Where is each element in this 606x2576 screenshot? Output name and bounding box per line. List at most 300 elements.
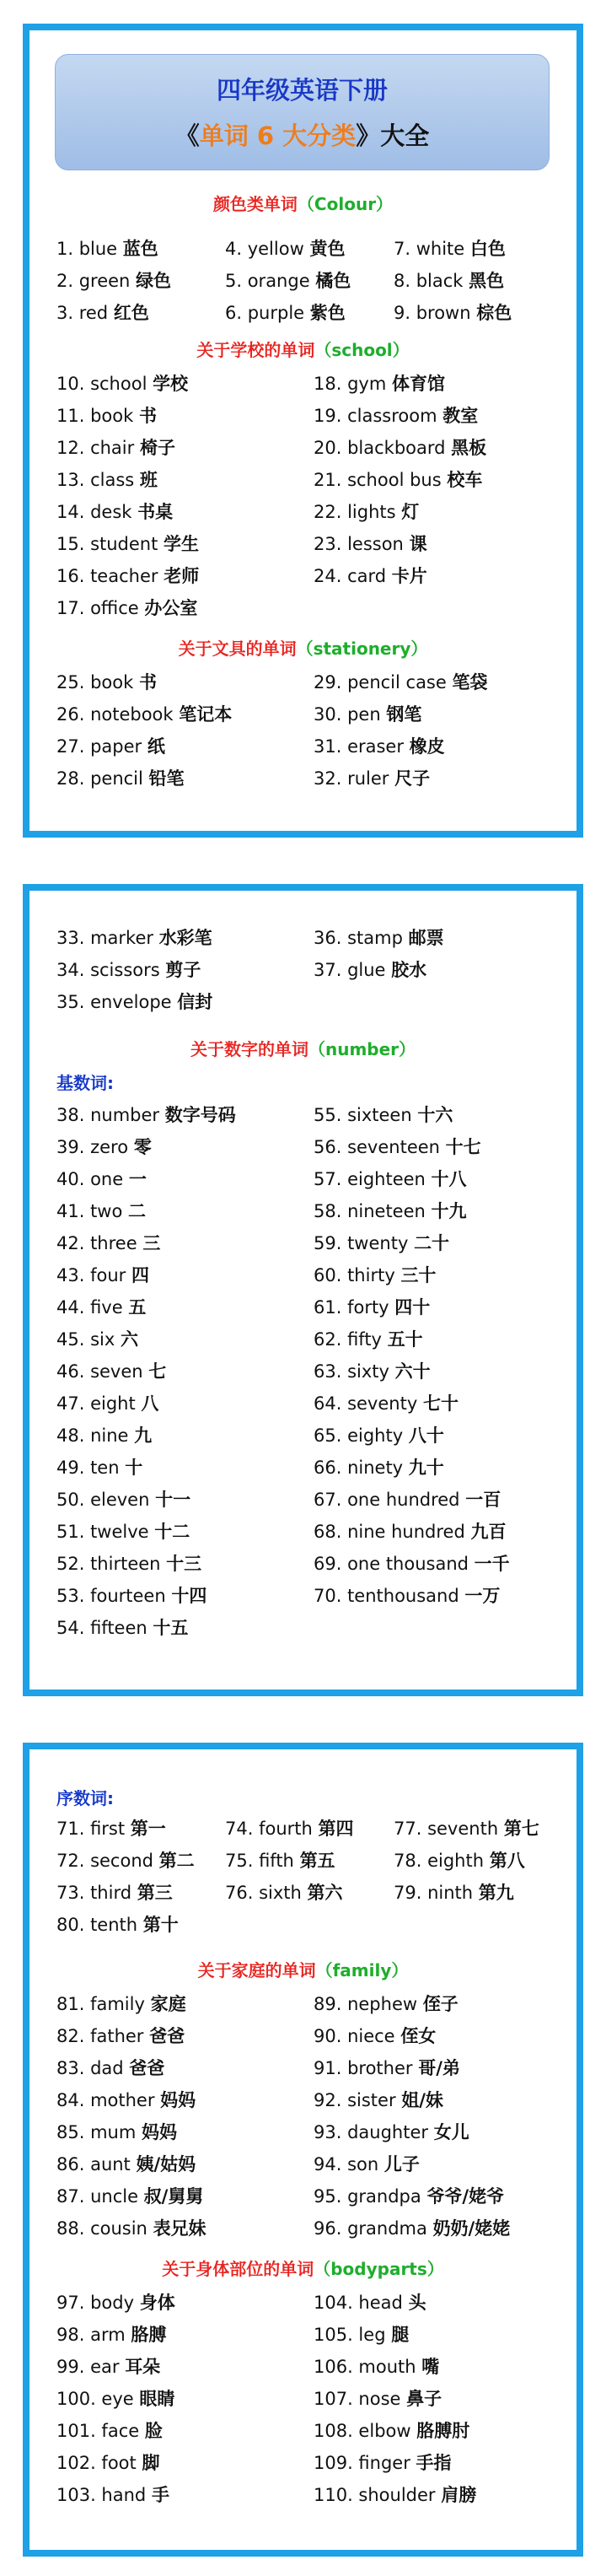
word-item <box>314 1134 481 1159</box>
word-chinese: 卡片 <box>391 566 427 586</box>
word-item <box>56 498 173 524</box>
word-english: 79. ninth <box>394 1883 474 1903</box>
word-chinese: 爸爸 <box>129 2058 165 2078</box>
word-item <box>56 1198 146 1223</box>
word-chinese: 七 <box>148 1361 167 1382</box>
section-colour <box>29 191 577 215</box>
word-item <box>314 2482 476 2507</box>
section-stationery-en: （stationery） <box>296 639 428 659</box>
word-item <box>394 1879 514 1905</box>
word-english: 41. two <box>56 1201 123 1221</box>
page-2 <box>23 884 583 1696</box>
word-chinese: 橘色 <box>315 271 351 291</box>
word-english: 67. one hundred <box>314 1490 460 1510</box>
word-item <box>314 1582 500 1608</box>
word-item <box>56 2449 159 2475</box>
word-chinese: 红色 <box>113 303 149 323</box>
word-english: 8. black <box>394 271 464 291</box>
word-chinese: 二十 <box>414 1233 450 1253</box>
word-item <box>314 1454 444 1479</box>
word-english: 25. book <box>56 672 134 693</box>
word-item <box>56 1326 138 1351</box>
word-item <box>314 2119 469 2144</box>
word-chinese: 肩膀 <box>441 2485 477 2505</box>
word-item <box>314 1358 431 1383</box>
word-chinese: 脚 <box>142 2453 160 2473</box>
page-3 <box>23 1743 583 2557</box>
word-item <box>56 563 199 588</box>
word-english: 26. notebook <box>56 704 174 725</box>
word-item <box>314 1198 467 1223</box>
word-chinese: 学生 <box>164 534 200 554</box>
section-family <box>29 1957 577 1981</box>
word-chinese: 十九 <box>431 1201 467 1221</box>
word-chinese: 一万 <box>464 1586 501 1606</box>
word-english: 14. desk <box>56 502 132 522</box>
word-english: 65. eighty <box>314 1425 404 1446</box>
word-item <box>56 1294 146 1319</box>
word-chinese: 教室 <box>442 406 479 426</box>
word-chinese: 叔/舅舅 <box>143 2186 204 2207</box>
word-english: 105. leg <box>314 2325 386 2345</box>
word-chinese: 三十 <box>400 1265 437 1285</box>
word-english: 60. thirty <box>314 1265 395 1285</box>
word-item <box>56 701 232 726</box>
word-chinese: 九 <box>134 1425 153 1446</box>
word-item <box>314 1102 453 1127</box>
word-chinese: 学校 <box>153 374 189 394</box>
word-chinese: 体育馆 <box>391 374 445 394</box>
word-english: 4. yellow <box>225 239 304 259</box>
word-item <box>56 1486 190 1512</box>
word-item <box>56 2023 185 2048</box>
word-chinese: 班 <box>139 470 158 490</box>
word-chinese: 黑色 <box>469 271 505 291</box>
word-english: 106. mouth <box>314 2357 416 2377</box>
section-stationery <box>29 635 577 660</box>
word-chinese: 腿 <box>391 2325 410 2345</box>
word-chinese: 胳膊肘 <box>416 2421 470 2441</box>
word-chinese: 书 <box>138 672 157 693</box>
word-english: 96. grandma <box>314 2218 427 2239</box>
word-english: 71. first <box>56 1819 126 1839</box>
word-english: 78. eighth <box>394 1851 485 1871</box>
section-family-en: （family） <box>315 1960 409 1981</box>
word-item <box>314 2353 439 2379</box>
word-english: 7. white <box>394 239 465 259</box>
word-english: 104. head <box>314 2293 403 2313</box>
word-chinese: 八十 <box>408 1425 444 1446</box>
word-english: 15. student <box>56 534 158 554</box>
word-item <box>56 2321 166 2347</box>
word-english: 39. zero <box>56 1137 129 1157</box>
word-item <box>56 1454 142 1479</box>
word-item <box>314 466 482 492</box>
word-english: 87. uncle <box>56 2186 138 2207</box>
section-school <box>29 337 577 361</box>
word-item <box>56 2385 174 2411</box>
word-chinese: 纸 <box>147 736 165 757</box>
word-chinese: 胶水 <box>391 960 427 980</box>
word-english: 40. one <box>56 1169 124 1189</box>
word-english: 98. arm <box>56 2325 126 2345</box>
word-english: 81. family <box>56 1994 145 2014</box>
word-english: 72. second <box>56 1851 153 1871</box>
word-item <box>56 1358 166 1383</box>
word-item <box>56 2151 196 2176</box>
word-chinese: 十一 <box>155 1490 191 1510</box>
word-chinese: 邮票 <box>408 928 444 948</box>
word-item <box>314 370 445 396</box>
word-english: 51. twelve <box>56 1522 149 1542</box>
word-english: 18. gym <box>314 374 387 394</box>
word-english: 108. elbow <box>314 2421 411 2441</box>
word-english: 10. school <box>56 374 147 394</box>
word-chinese: 四十 <box>394 1297 431 1318</box>
word-english: 23. lesson <box>314 534 404 554</box>
word-english: 92. sister <box>314 2090 396 2110</box>
word-chinese: 绿色 <box>136 271 172 291</box>
word-chinese: 钢笔 <box>386 704 422 725</box>
word-item <box>56 1879 173 1905</box>
word-item <box>56 2353 160 2379</box>
title-highlight: 单词 6 大分类 <box>199 121 357 150</box>
word-chinese: 表兄妹 <box>153 2218 206 2239</box>
word-chinese: 十四 <box>171 1586 207 1606</box>
word-chinese: 六十 <box>394 1361 431 1382</box>
word-item <box>225 267 351 293</box>
word-item <box>56 2289 175 2315</box>
word-chinese: 脸 <box>144 2421 163 2441</box>
word-english: 109. finger <box>314 2453 410 2473</box>
word-chinese: 蓝色 <box>122 239 158 259</box>
word-item <box>225 1815 354 1840</box>
word-english: 97. body <box>56 2293 135 2313</box>
word-item <box>314 2385 442 2411</box>
word-english: 11. book <box>56 406 134 426</box>
word-chinese: 尺子 <box>394 768 431 789</box>
word-chinese: 第七 <box>503 1819 539 1839</box>
word-item <box>56 2183 203 2208</box>
word-english: 42. three <box>56 1233 137 1253</box>
word-english: 64. seventy <box>314 1393 418 1414</box>
word-english: 56. seventeen <box>314 1137 440 1157</box>
word-english: 89. nephew <box>314 1994 418 2014</box>
word-item <box>56 2055 164 2080</box>
word-chinese: 白色 <box>469 239 506 259</box>
word-item <box>56 1847 195 1873</box>
word-english: 31. eraser <box>314 736 404 757</box>
word-item <box>56 370 188 396</box>
word-chinese: 身体 <box>139 2293 175 2313</box>
word-english: 73. third <box>56 1883 132 1903</box>
word-chinese: 水彩笔 <box>158 928 212 948</box>
word-chinese: 十二 <box>154 1522 190 1542</box>
word-item <box>314 2417 469 2443</box>
word-chinese: 铅笔 <box>148 768 185 789</box>
word-chinese: 第六 <box>307 1883 343 1903</box>
word-item <box>314 2183 504 2208</box>
word-chinese: 橡皮 <box>409 736 445 757</box>
word-item <box>314 1550 510 1576</box>
section-school-en: （school） <box>314 340 410 360</box>
word-english: 90. niece <box>314 2026 395 2046</box>
word-item <box>56 669 157 694</box>
word-chinese: 姨/姑妈 <box>136 2154 196 2175</box>
word-item <box>56 1991 186 2016</box>
word-chinese: 老师 <box>164 566 200 586</box>
word-english: 63. sixty <box>314 1361 389 1382</box>
word-chinese: 第四 <box>318 1819 354 1839</box>
word-english: 99. ear <box>56 2357 120 2377</box>
word-english: 21. school bus <box>314 470 442 490</box>
word-item <box>314 2321 409 2347</box>
word-chinese: 鼻子 <box>406 2389 442 2409</box>
word-item <box>314 531 427 556</box>
word-item <box>314 1390 459 1415</box>
word-chinese: 灯 <box>401 502 420 522</box>
word-chinese: 黄色 <box>309 239 346 259</box>
title-open: 《 <box>174 121 200 150</box>
word-english: 2. green <box>56 271 131 291</box>
word-english: 35. envelope <box>56 992 172 1012</box>
word-item <box>314 1262 436 1287</box>
word-chinese: 九百 <box>470 1522 507 1542</box>
word-english: 93. daughter <box>314 2122 429 2142</box>
word-item <box>56 733 165 758</box>
word-english: 61. forty <box>314 1297 389 1318</box>
word-chinese: 手 <box>151 2485 169 2505</box>
word-english: 70. tenthousand <box>314 1586 459 1606</box>
section-school-cn: 关于学校的单词 <box>196 340 315 360</box>
word-english: 53. fourteen <box>56 1586 166 1606</box>
section-number <box>29 1036 577 1060</box>
section-family-cn: 关于家庭的单词 <box>197 1960 316 1981</box>
word-english: 22. lights <box>314 502 396 522</box>
word-chinese: 奶奶/姥姥 <box>432 2218 511 2239</box>
word-item <box>56 2119 177 2144</box>
word-chinese: 哥/弟 <box>418 2058 460 2078</box>
word-chinese: 嘴 <box>421 2357 440 2377</box>
word-item <box>56 1582 206 1608</box>
word-chinese: 手指 <box>416 2453 452 2473</box>
word-item <box>314 924 444 950</box>
word-english: 55. sixteen <box>314 1105 412 1125</box>
section-number-en: （number） <box>308 1039 416 1059</box>
word-item <box>56 2087 196 2112</box>
word-chinese: 剪子 <box>165 960 201 980</box>
word-item <box>56 1166 147 1191</box>
word-item <box>56 1390 158 1415</box>
word-english: 57. eighteen <box>314 1169 426 1189</box>
word-item <box>56 595 197 620</box>
word-english: 77. seventh <box>394 1819 499 1839</box>
word-chinese: 书桌 <box>137 502 174 522</box>
word-english: 84. mother <box>56 2090 155 2110</box>
word-item <box>314 2087 443 2112</box>
word-english: 82. father <box>56 2026 144 2046</box>
word-chinese: 一百 <box>465 1490 501 1510</box>
section-bodyparts-cn: 关于身体部位的单词 <box>162 2259 314 2279</box>
word-english: 49. ten <box>56 1458 120 1478</box>
word-chinese: 信封 <box>177 992 213 1012</box>
word-item <box>394 235 506 261</box>
word-english: 32. ruler <box>314 768 389 789</box>
word-chinese: 第二 <box>158 1851 195 1871</box>
word-item <box>314 701 421 726</box>
word-item <box>56 299 149 325</box>
word-item <box>56 1614 188 1640</box>
word-english: 86. aunt <box>56 2154 131 2175</box>
word-item <box>314 765 430 790</box>
word-english: 33. marker <box>56 928 153 948</box>
word-chinese: 课 <box>409 534 427 554</box>
word-item <box>314 733 445 758</box>
word-item <box>56 1102 236 1127</box>
word-english: 38. number <box>56 1105 160 1125</box>
section-bodyparts <box>29 2255 577 2280</box>
word-english: 88. cousin <box>56 2218 147 2239</box>
word-chinese: 办公室 <box>144 598 198 618</box>
word-english: 94. son <box>314 2154 379 2175</box>
word-item <box>56 2215 206 2240</box>
word-chinese: 家庭 <box>150 1994 186 2014</box>
word-english: 29. pencil case <box>314 672 447 693</box>
word-english: 101. face <box>56 2421 140 2441</box>
word-english: 80. tenth <box>56 1915 138 1935</box>
word-chinese: 眼睛 <box>139 2389 175 2409</box>
word-chinese: 第三 <box>137 1883 173 1903</box>
word-english: 68. nine hundred <box>314 1522 465 1542</box>
word-english: 16. teacher <box>56 566 158 586</box>
word-item <box>56 2482 169 2507</box>
word-item <box>56 924 212 950</box>
word-english: 36. stamp <box>314 928 403 948</box>
word-chinese: 书 <box>138 406 157 426</box>
word-item <box>225 1847 335 1873</box>
word-english: 107. nose <box>314 2389 401 2409</box>
subhead-cardinal: 基数词: <box>56 1073 114 1093</box>
word-english: 5. orange <box>225 271 310 291</box>
word-item <box>394 299 512 325</box>
word-english: 76. sixth <box>225 1883 302 1903</box>
section-colour-cn: 颜色类单词 <box>212 194 298 214</box>
word-english: 58. nineteen <box>314 1201 426 1221</box>
word-item <box>314 2151 420 2176</box>
word-chinese: 十三 <box>166 1554 202 1574</box>
word-item <box>314 1326 423 1351</box>
word-item <box>314 2289 426 2315</box>
word-english: 45. six <box>56 1329 115 1350</box>
word-english: 91. brother <box>314 2058 413 2078</box>
word-item <box>314 669 488 694</box>
word-chinese: 第一 <box>130 1819 166 1839</box>
word-english: 13. class <box>56 470 135 490</box>
word-chinese: 九十 <box>408 1458 444 1478</box>
word-english: 102. foot <box>56 2453 137 2473</box>
word-chinese: 笔记本 <box>179 704 233 725</box>
word-chinese: 一 <box>128 1169 147 1189</box>
word-chinese: 一千 <box>474 1554 510 1574</box>
word-item <box>225 235 345 261</box>
word-chinese: 紫色 <box>309 303 346 323</box>
subhead-ordinal: 序数词: <box>56 1788 114 1808</box>
word-item <box>56 402 157 428</box>
word-chinese: 十八 <box>431 1169 467 1189</box>
word-english: 46. seven <box>56 1361 143 1382</box>
word-item <box>314 1166 467 1191</box>
word-chinese: 八 <box>141 1393 159 1414</box>
word-english: 17. office <box>56 598 139 618</box>
word-english: 75. fifth <box>225 1851 294 1871</box>
word-chinese: 十五 <box>153 1618 189 1638</box>
word-item <box>56 957 201 982</box>
word-chinese: 零 <box>133 1137 152 1157</box>
word-item <box>56 531 199 556</box>
word-item <box>314 1422 444 1447</box>
word-english: 69. one thousand <box>314 1554 469 1574</box>
page-1 <box>23 24 583 838</box>
word-english: 6. purple <box>225 303 305 323</box>
word-item <box>314 563 427 588</box>
word-english: 37. glue <box>314 960 386 980</box>
word-item <box>56 1815 166 1840</box>
word-chinese: 爸爸 <box>149 2026 185 2046</box>
word-item <box>314 498 419 524</box>
word-chinese: 六 <box>120 1329 138 1350</box>
word-english: 85. mum <box>56 2122 137 2142</box>
word-item <box>314 1230 449 1255</box>
word-item <box>314 1294 430 1319</box>
word-english: 50. eleven <box>56 1490 150 1510</box>
word-english: 66. ninety <box>314 1458 404 1478</box>
word-item <box>314 2449 452 2475</box>
word-chinese: 十 <box>125 1458 143 1478</box>
word-item <box>56 434 175 460</box>
word-item <box>314 1991 459 2016</box>
word-english: 19. classroom <box>314 406 437 426</box>
word-english: 12. chair <box>56 438 135 458</box>
word-chinese: 第八 <box>489 1851 525 1871</box>
word-english: 47. eight <box>56 1393 136 1414</box>
word-item <box>56 1550 201 1576</box>
word-chinese: 笔袋 <box>452 672 488 693</box>
word-english: 83. dad <box>56 2058 124 2078</box>
word-item <box>56 1230 160 1255</box>
word-english: 103. hand <box>56 2485 147 2505</box>
title-close: 》大全 <box>356 121 430 150</box>
word-english: 52. thirteen <box>56 1554 161 1574</box>
section-stationery-cn: 关于文具的单词 <box>178 639 297 659</box>
word-chinese: 十六 <box>417 1105 453 1125</box>
word-english: 34. scissors <box>56 960 160 980</box>
word-chinese: 第十 <box>142 1915 179 1935</box>
word-item <box>314 434 486 460</box>
word-english: 30. pen <box>314 704 381 725</box>
word-chinese: 妈妈 <box>160 2090 196 2110</box>
word-english: 24. card <box>314 566 387 586</box>
word-chinese: 椅子 <box>139 438 175 458</box>
word-english: 20. blackboard <box>314 438 446 458</box>
word-item <box>56 267 171 293</box>
word-item <box>314 1486 501 1512</box>
word-item <box>56 1911 179 1937</box>
word-chinese: 耳朵 <box>125 2357 161 2377</box>
word-chinese: 五十 <box>387 1329 423 1350</box>
word-english: 110. shoulder <box>314 2485 436 2505</box>
word-english: 48. nine <box>56 1425 129 1446</box>
word-english: 54. fifteen <box>56 1618 147 1638</box>
